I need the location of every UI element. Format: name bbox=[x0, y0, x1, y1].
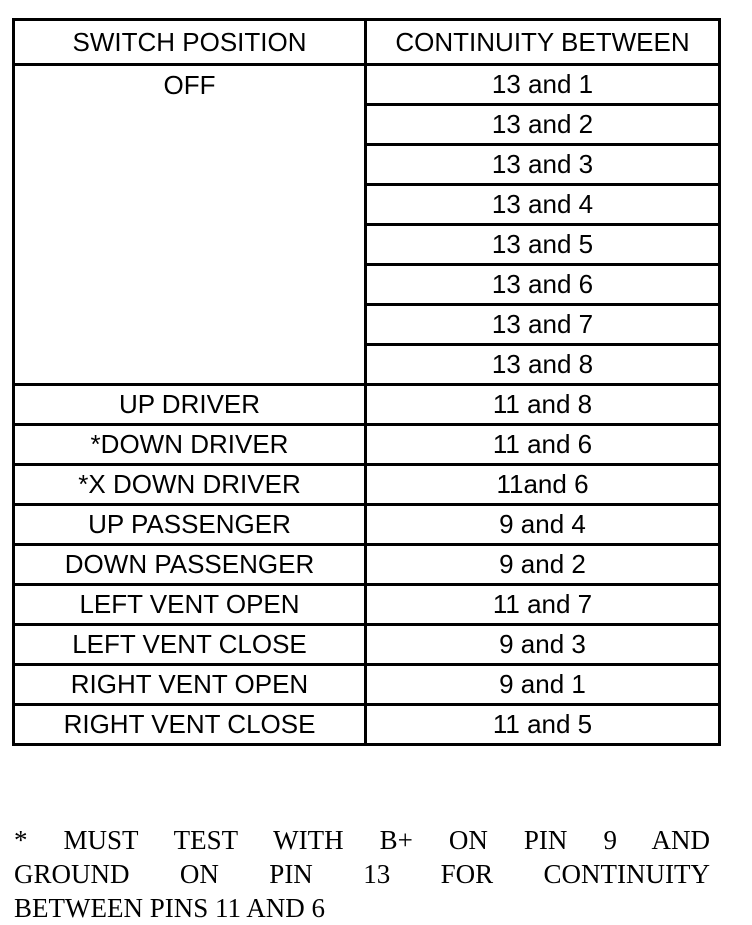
continuity-cell: 13 and 1 bbox=[366, 65, 720, 105]
table-row bbox=[14, 425, 720, 465]
switch-position-cell: RIGHT VENT CLOSE bbox=[14, 705, 366, 745]
footnote-line-1: * MUST TEST WITH B+ ON PIN 9 AND bbox=[14, 825, 710, 855]
table-row bbox=[14, 505, 720, 545]
continuity-cell: 11 and 8 bbox=[366, 385, 720, 425]
switch-position-cell: LEFT VENT OPEN bbox=[14, 585, 366, 625]
continuity-cell: 9 and 4 bbox=[366, 505, 720, 545]
continuity-cell: 11 and 5 bbox=[366, 705, 720, 745]
continuity-cell: 9 and 3 bbox=[366, 625, 720, 665]
continuity-cell: 13 and 7 bbox=[366, 305, 720, 345]
table-row bbox=[14, 465, 720, 505]
continuity-cell: 13 and 4 bbox=[366, 185, 720, 225]
table-row bbox=[14, 585, 720, 625]
continuity-cell: 9 and 2 bbox=[366, 545, 720, 585]
continuity-cell: 13 and 5 bbox=[366, 225, 720, 265]
footnote-line-2: GROUND ON PIN 13 FOR CONTINUITY bbox=[14, 859, 710, 889]
continuity-cell: 13 and 2 bbox=[366, 105, 720, 145]
header-switch-position: SWITCH POSITION bbox=[14, 20, 366, 65]
continuity-cell: 13 and 3 bbox=[366, 145, 720, 185]
continuity-cell: 11and 6 bbox=[366, 465, 720, 505]
continuity-cell: 13 and 8 bbox=[366, 345, 720, 385]
table-row bbox=[14, 65, 720, 105]
table-row bbox=[14, 665, 720, 705]
switch-position-cell: UP DRIVER bbox=[14, 385, 366, 425]
table-row bbox=[14, 625, 720, 665]
continuity-cell: 13 and 6 bbox=[366, 265, 720, 305]
switch-position-cell: RIGHT VENT OPEN bbox=[14, 665, 366, 705]
switch-continuity-table bbox=[12, 18, 721, 746]
table-header-row bbox=[14, 20, 720, 65]
table-row bbox=[14, 545, 720, 585]
continuity-cell: 11 and 6 bbox=[366, 425, 720, 465]
footnote-line-3: BETWEEN PINS 11 AND 6 bbox=[14, 893, 325, 923]
switch-position-cell: DOWN PASSENGER bbox=[14, 545, 366, 585]
continuity-cell: 9 and 1 bbox=[366, 665, 720, 705]
footnote bbox=[14, 823, 710, 925]
header-continuity-between: CONTINUITY BETWEEN bbox=[366, 20, 720, 65]
switch-position-cell: *DOWN DRIVER bbox=[14, 425, 366, 465]
switch-position-cell: LEFT VENT CLOSE bbox=[14, 625, 366, 665]
switch-position-cell: UP PASSENGER bbox=[14, 505, 366, 545]
switch-position-cell: *X DOWN DRIVER bbox=[14, 465, 366, 505]
continuity-cell: 11 and 7 bbox=[366, 585, 720, 625]
table-row bbox=[14, 705, 720, 745]
off-position-cell: OFF bbox=[14, 65, 366, 385]
table-row bbox=[14, 385, 720, 425]
